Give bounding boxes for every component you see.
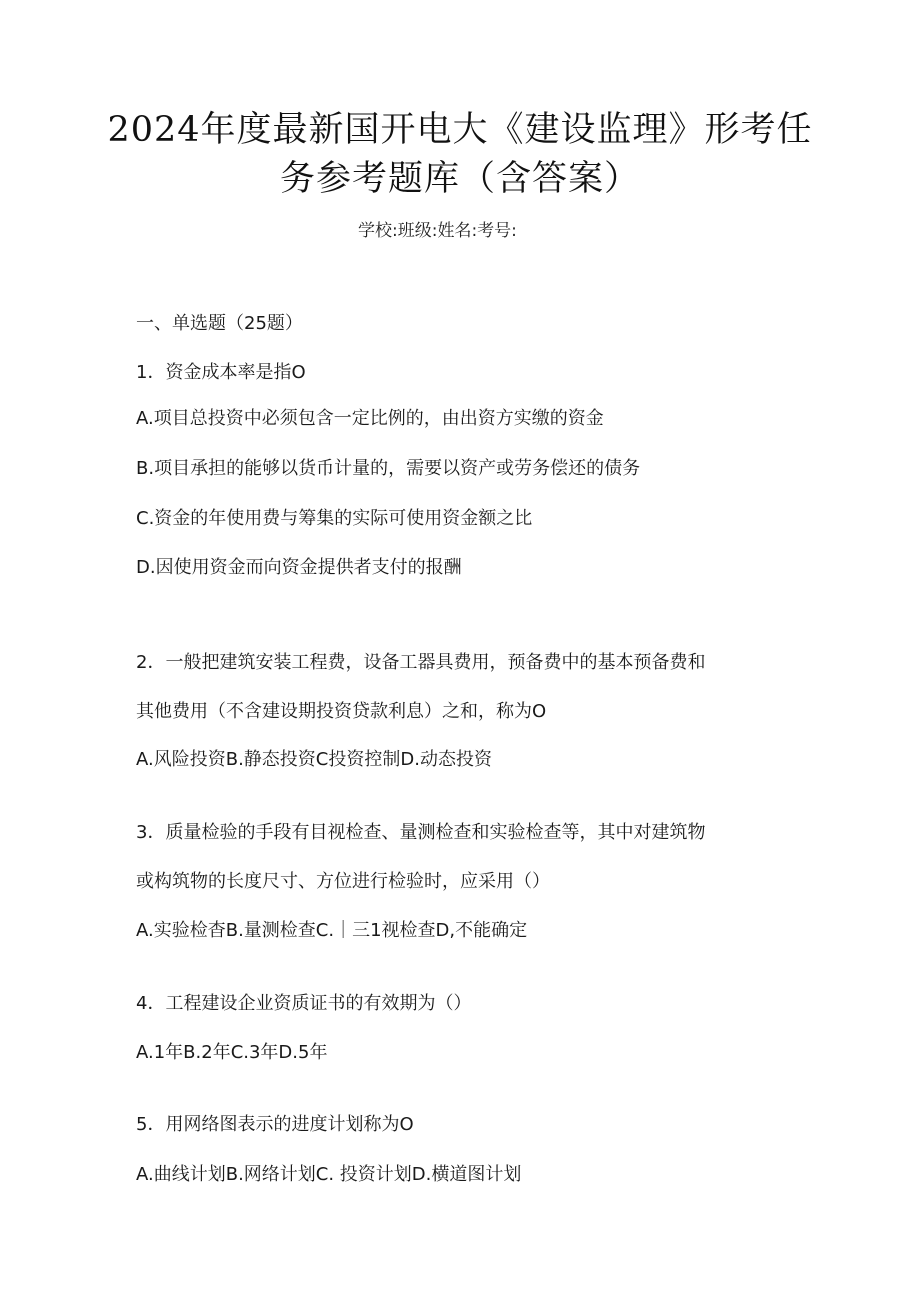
question-3-options: A.实验检杳B.量测检查C.｜三1视检查D,不能确定 bbox=[136, 920, 528, 941]
student-info-line: 学校:班级:姓名:考号: bbox=[358, 221, 517, 241]
question-3-stem-line-2: 或构筑物的长度尺寸、方位进行检验时，应采用（） bbox=[136, 871, 550, 892]
question-2-stem-line-1: 2．一般把建筑安装工程费，设备工器具费用，预备费中的基本预备费和 bbox=[136, 652, 706, 673]
document-title-line-2: 务参考题库（含答案） bbox=[279, 159, 640, 199]
question-3-stem-line-1: 3．质量检验的手段有目视检查、量测检查和实验检查等，其中对建筑物 bbox=[136, 822, 706, 843]
document-title-line-1: 2024年度最新国开电大《建设监理》形考任 bbox=[107, 110, 813, 150]
question-1-option-a: A.项目总投资中必须包含一定比例的，由出资方实缴的资金 bbox=[136, 408, 604, 429]
question-1-option-d: D.因使用资金而向资金提供者支付的报酬 bbox=[136, 557, 462, 578]
question-2-stem-line-2: 其他费用（不含建设期投资贷款利息）之和，称为O bbox=[136, 701, 547, 722]
question-1-option-b: B.项目承担的能够以货币计量的，需要以资产或劳务偿还的债务 bbox=[136, 458, 641, 479]
question-5-options: A.曲线计划B.网络计划C. 投资计划D.横道图计划 bbox=[136, 1164, 522, 1185]
question-4-options: A.1年B.2年C.3年D.5年 bbox=[136, 1042, 328, 1063]
section-heading: 一、单选题（25题） bbox=[136, 313, 303, 334]
question-1-stem: 1．资金成本率是指O bbox=[136, 362, 306, 383]
question-4-stem: 4．工程建设企业资质证书的有效期为（） bbox=[136, 993, 472, 1014]
question-5-stem: 5．用网络图表示的进度计划称为O bbox=[136, 1114, 414, 1135]
question-2-options: A.风险投资B.静态投资C投资控制D.动态投资 bbox=[136, 749, 492, 770]
question-1-option-c: C.资金的年使用费与筹集的实际可使用资金额之比 bbox=[136, 508, 533, 529]
